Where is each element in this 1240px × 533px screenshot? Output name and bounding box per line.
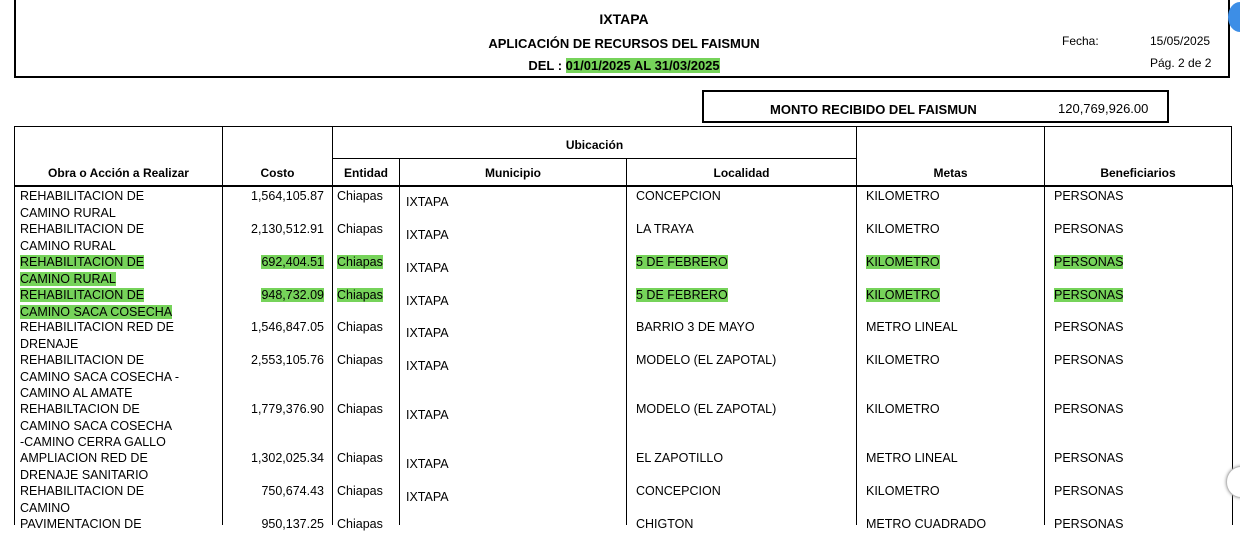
table-cell-municipio: IXTAPA <box>406 490 449 504</box>
table-cell-beneficiarios: PERSONAS <box>1054 222 1124 236</box>
table-cell-municipio: IXTAPA <box>406 228 449 242</box>
highlight-mark: PERSONAS <box>1054 255 1124 269</box>
table-cell-localidad <box>636 287 851 304</box>
table-cell-beneficiarios: PERSONAS <box>1054 484 1124 498</box>
col-header-entidad: Entidad <box>332 158 399 186</box>
table-cell-entidad: Chiapas <box>337 320 383 334</box>
table-cell-entidad <box>337 287 397 304</box>
report-header <box>14 0 1230 78</box>
table-cell-localidad: BARRIO 3 DE MAYO <box>636 320 755 334</box>
table-cell-entidad: Chiapas <box>337 222 383 236</box>
table-cell-beneficiarios: PERSONAS <box>1054 402 1124 416</box>
table-cell-obra: REHABILTACION DE CAMINO SACA COSECHA -CAMINO CERRA GALLO <box>20 402 173 449</box>
table-cell-beneficiarios: PERSONAS <box>1054 353 1124 367</box>
col-divider <box>626 186 627 525</box>
table-cell-municipio: IXTAPA <box>406 294 449 308</box>
table-cell-costo: 1,779,376.90 <box>251 402 324 416</box>
table-cell-beneficiarios <box>1054 254 1229 271</box>
period-range: 01/01/2025 AL 31/03/2025 <box>565 58 720 73</box>
table-cell-entidad: Chiapas <box>337 402 383 416</box>
col-header-beneficiarios: Beneficiarios <box>1044 126 1232 186</box>
report-subtitle: APLICACIÓN DE RECURSOS DEL FAISMUN <box>488 36 760 51</box>
table-cell-metas: KILOMETRO <box>866 189 940 203</box>
table-cell-municipio: IXTAPA <box>406 195 449 209</box>
table-cell-obra: REHABILITACION DE CAMINO SACA COSECHA - CAMINO AL AMATE <box>20 353 180 400</box>
highlight-mark: 5 DE FEBRERO <box>636 288 728 302</box>
table-cell-costo: 1,302,025.34 <box>251 451 324 465</box>
date-label: Fecha: <box>1062 34 1099 48</box>
table-cell-costo: 750,674.43 <box>261 484 324 498</box>
highlight-mark: REHABILITACION DE CAMINO RURAL <box>20 255 145 286</box>
table-cell-obra <box>20 287 220 320</box>
table-cell-costo: 2,130,512.91 <box>251 222 324 236</box>
table-cell-beneficiarios: PERSONAS <box>1054 517 1124 531</box>
table-cell-entidad: Chiapas <box>337 484 383 498</box>
col-divider <box>332 186 333 525</box>
table-cell-municipio: IXTAPA <box>406 457 449 471</box>
highlight-mark: 692,404.51 <box>261 255 324 269</box>
highlight-mark: Chiapas <box>337 288 383 302</box>
highlight-mark: 948,732.09 <box>261 288 324 302</box>
col-divider <box>222 186 223 525</box>
highlight-mark: Chiapas <box>337 255 383 269</box>
table-cell-costo: 1,564,105.87 <box>251 189 324 203</box>
col-divider <box>856 186 857 525</box>
table-cell-municipio: IXTAPA <box>406 326 449 340</box>
col-divider <box>14 186 15 525</box>
highlight-mark: 5 DE FEBRERO <box>636 255 728 269</box>
table-cell-beneficiarios: PERSONAS <box>1054 451 1124 465</box>
col-divider <box>399 186 400 525</box>
col-header-metas: Metas <box>856 126 1044 186</box>
table-cell-metas: KILOMETRO <box>866 402 940 416</box>
table-cell-beneficiarios <box>1054 287 1229 304</box>
col-header-localidad: Localidad <box>626 158 856 186</box>
table-cell-metas <box>866 287 1041 304</box>
table-cell-costo: 950,137.25 <box>261 517 324 531</box>
table-cell-metas: KILOMETRO <box>866 222 940 236</box>
table-cell-municipio: IXTAPA <box>406 408 449 422</box>
table-cell-metas: METRO CUADRADO <box>866 517 987 531</box>
table-cell-obra: REHABILITACION RED DE DRENAJE <box>20 320 174 351</box>
table-cell-localidad: LA TRAYA <box>636 222 694 236</box>
table-cell-localidad: MODELO (EL ZAPOTAL) <box>636 353 777 367</box>
highlight-mark: PERSONAS <box>1054 288 1124 302</box>
table-cell-metas: METRO LINEAL <box>866 451 958 465</box>
table-cell-entidad <box>337 254 397 271</box>
table-cell-obra: PAVIMENTACION DE <box>20 517 142 531</box>
table-cell-localidad: EL ZAPOTILLO <box>636 451 724 465</box>
table-cell-metas: KILOMETRO <box>866 484 940 498</box>
table-cell-obra <box>20 254 220 287</box>
period-prefix: DEL : <box>528 58 566 73</box>
table-cell-costo <box>224 254 324 271</box>
table-cell-costo: 2,553,105.76 <box>251 353 324 367</box>
highlight-mark: REHABILITACION DE CAMINO SACA COSECHA <box>20 288 173 319</box>
date-value: 15/05/2025 <box>1150 34 1211 48</box>
highlight-mark: KILOMETRO <box>866 288 940 302</box>
table-cell-obra: REHABILITACION DE CAMINO <box>20 484 145 515</box>
monto-label: MONTO RECIBIDO DEL FAISMUN <box>770 102 977 117</box>
table-cell-metas <box>866 254 1041 271</box>
table-cell-costo <box>224 287 324 304</box>
table-cell-localidad: MODELO (EL ZAPOTAL) <box>636 402 777 416</box>
monto-value: 120,769,926.00 <box>1058 101 1149 116</box>
table-cell-obra: REHABILITACION DE CAMINO RURAL <box>20 222 145 253</box>
header-divider <box>14 185 1233 187</box>
col-divider <box>1044 186 1045 525</box>
table-cell-localidad: CHIGTON <box>636 517 694 531</box>
table-cell-costo: 1,546,847.05 <box>251 320 324 334</box>
table-cell-beneficiarios: PERSONAS <box>1054 189 1124 203</box>
page-indicator: Pág. 2 de 2 <box>1150 56 1212 70</box>
table-cell-entidad: Chiapas <box>337 517 383 531</box>
table-cell-obra: REHABILITACION DE CAMINO RURAL <box>20 189 145 220</box>
table-cell-obra: AMPLIACION RED DE DRENAJE SANITARIO <box>20 451 149 482</box>
table-cell-metas: KILOMETRO <box>866 353 940 367</box>
report-title: IXTAPA <box>599 11 649 27</box>
table-cell-localidad: CONCEPCION <box>636 189 721 203</box>
col-header-costo: Costo <box>222 126 332 186</box>
table-cell-localidad <box>636 254 851 271</box>
table-cell-municipio: IXTAPA <box>406 359 449 373</box>
table-cell-entidad: Chiapas <box>337 353 383 367</box>
col-header-municipio: Municipio <box>399 158 626 186</box>
col-header-obra: Obra o Acción a Realizar <box>14 126 222 186</box>
table-cell-localidad: CONCEPCION <box>636 484 721 498</box>
table-cell-metas: METRO LINEAL <box>866 320 958 334</box>
report-period <box>16 58 1232 73</box>
table-cell-entidad: Chiapas <box>337 451 383 465</box>
col-header-ubicacion: Ubicación <box>332 126 856 158</box>
table-cell-entidad: Chiapas <box>337 189 383 203</box>
table-cell-beneficiarios: PERSONAS <box>1054 320 1124 334</box>
table-cell-municipio: IXTAPA <box>406 261 449 275</box>
highlight-mark: KILOMETRO <box>866 255 940 269</box>
